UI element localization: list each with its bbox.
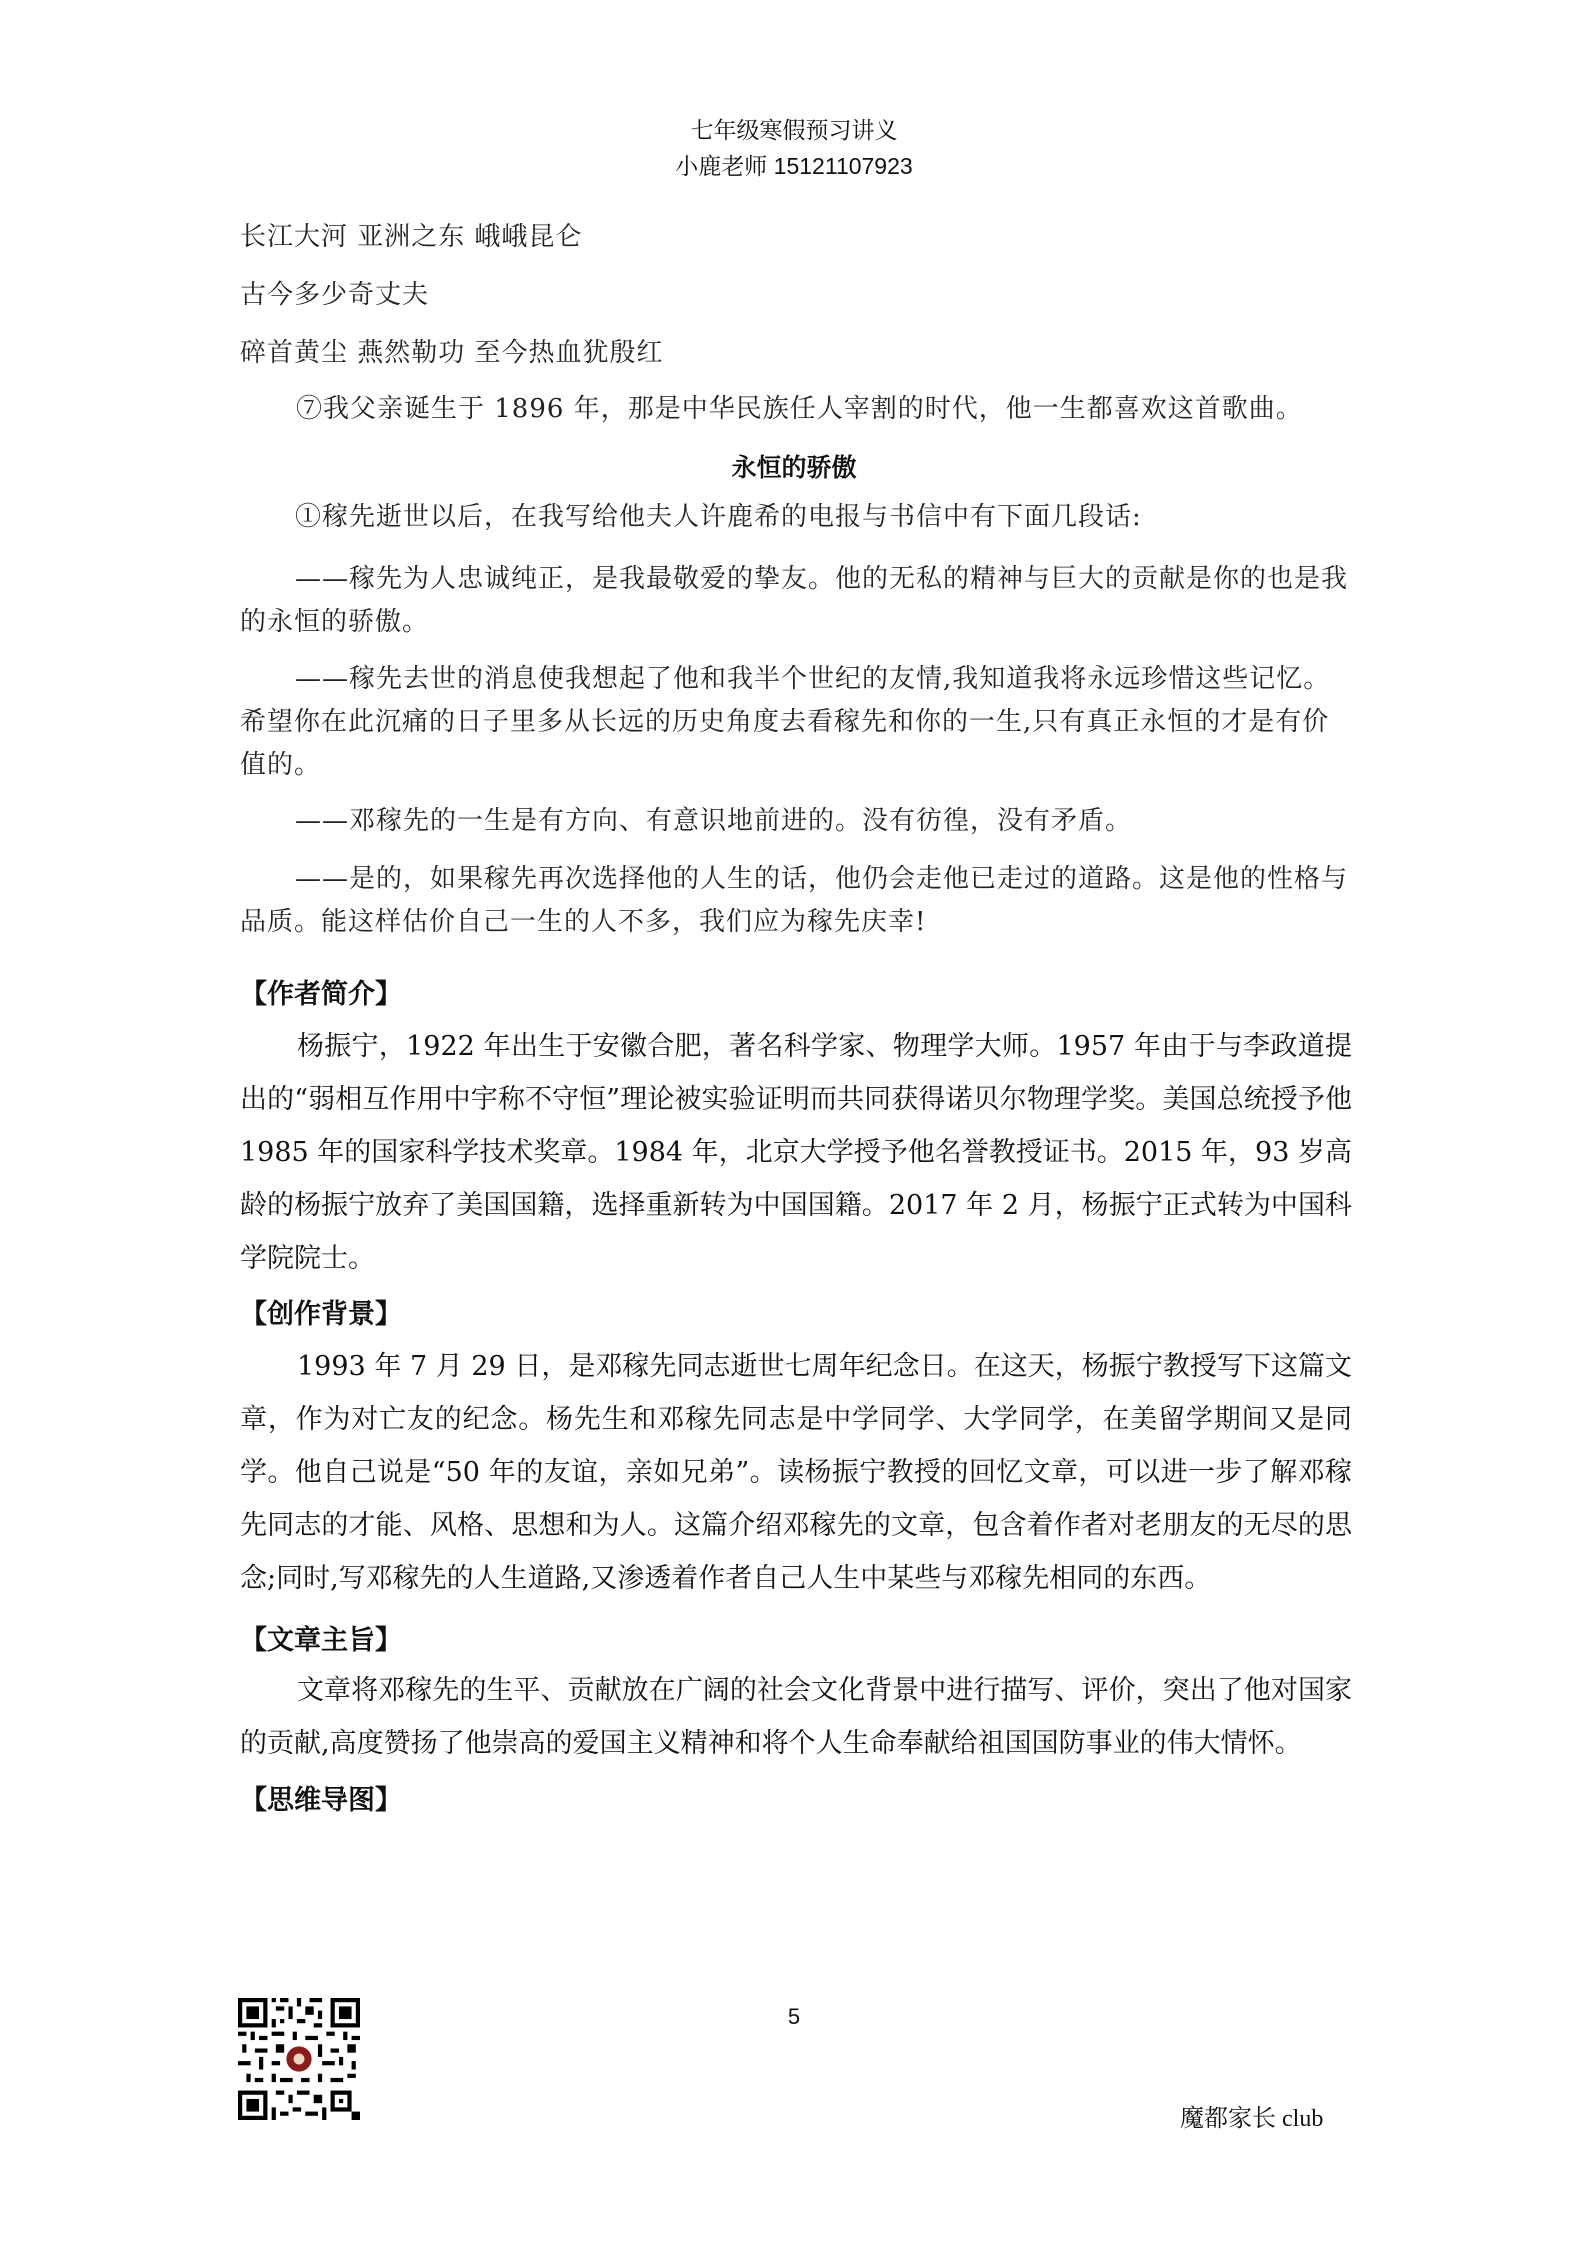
section-title-background: 【创作背景】 <box>240 1299 402 1330</box>
article-paragraph-3: ——稼先去世的消息使我想起了他和我半个世纪的友情,我知道我将永远珍惜这些记忆。希望你在此沉痛的日子里多从长远的历史角度去看稼先和你的一生,只有真正永恒的才是有价值的。 <box>240 664 1331 780</box>
article-title: 永恒的骄傲 <box>731 453 857 482</box>
song-line-3: 碎首黄尘 燕然勒功 至今热血犹殷红 <box>240 338 664 368</box>
paragraph-7: ⑦我父亲诞生于 1896 年，那是中华民族任人宰割的时代，他一生都喜欢这首歌曲。 <box>296 394 1303 424</box>
page-number: 5 <box>787 2004 801 2029</box>
qr-code-icon <box>238 1998 360 2120</box>
header-teacher-contact: 小鹿老师 15121107923 <box>675 153 913 179</box>
article-paragraph-2: ——稼先为人忠诚纯正，是我最敬爱的挚友。他的无私的精神与巨大的贡献是你的也是我的永恒的骄傲。 <box>240 564 1349 637</box>
footer-brand: 魔都家长 club <box>1180 2106 1324 2132</box>
section-text-background: 1993 年 7 月 29 日，是邓稼先同志逝世七周年纪念日。在这天，杨振宁教授写下这篇文章，作为对亡友的纪念。杨先生和邓稼先同志是中学同学、大学同学，在美留学期间又是同学。他自己说是“50 年的友谊，亲如兄弟”。读杨振宁教授的回忆文章，可以进一步了解邓稼先同志的才能、风格、思想和为人。这篇介绍邓稼先的文章，包含着作者对老朋友的无尽的思念;同时,写邓稼先的人生道路,又渗透着作者自己人生中某些与邓稼先相同的东西。 <box>240 1351 1352 1594</box>
article-paragraph-5: ——是的，如果稼先再次选择他的人生的话，他仍会走他已走过的道路。这是他的性格与品质。能这样估价自己一生的人不多，我们应为稼先庆幸! <box>240 864 1349 937</box>
section-text-theme: 文章将邓稼先的生平、贡献放在广阔的社会文化背景中进行描写、评价，突出了他对国家的贡献,高度赞扬了他崇高的爱国主义精神和将个人生命奉献给祖国国防事业的伟大情怀。 <box>240 1675 1352 1759</box>
section-title-theme: 【文章主旨】 <box>240 1625 402 1656</box>
song-line-2: 古今多少奇丈夫 <box>240 280 430 310</box>
article-paragraph-4: ——邓稼先的一生是有方向、有意识地前进的。没有彷徨，没有矛盾。 <box>295 806 1133 836</box>
section-title-author: 【作者简介】 <box>240 979 402 1010</box>
article-paragraph-1: ①稼先逝世以后，在我写给他夫人许鹿希的电报与书信中有下面几段话: <box>295 502 1142 532</box>
section-title-mindmap: 【思维导图】 <box>240 1785 402 1816</box>
song-line-1: 长江大河 亚洲之东 峨峨昆仑 <box>240 222 583 252</box>
section-text-author: 杨振宁，1922 年出生于安徽合肥，著名科学家、物理学大师。1957 年由于与李政道提出的“弱相互作用中宇称不守恒”理论被实验证明而共同获得诺贝尔物理学奖。美国总统授予他 1985 年的国家科学技术奖章。1984 年，北京大学授予他名誉教授证书。2015 年，93 岁高龄的杨振宁放弃了美国国籍，选择重新转为中国国籍。2017 年 2 月，杨振宁正式转为中国科学院院士。 <box>240 1031 1352 1274</box>
header-title: 七年级寒假预习讲义 <box>690 117 898 143</box>
